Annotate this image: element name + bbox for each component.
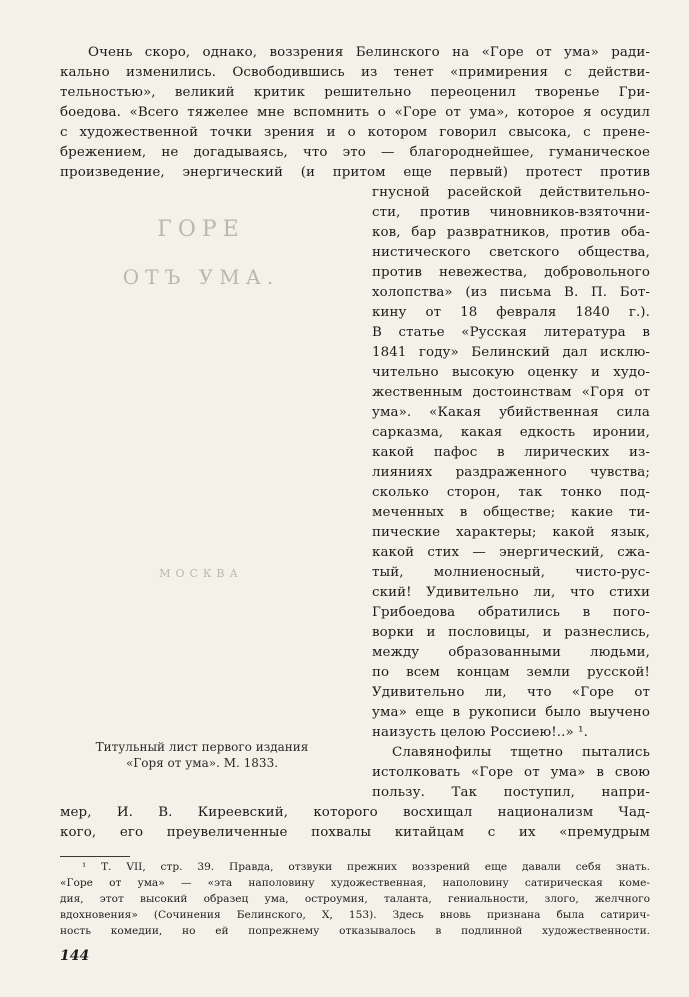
text-line: какой пафос в лирических из- bbox=[372, 445, 650, 460]
text-line: мер, И. В. Киреевский, которого восхищал национализм Чад- bbox=[60, 805, 650, 820]
text-line: какой стих — энергический, сжа- bbox=[372, 545, 650, 560]
text-line: гнусной расейской действительно- bbox=[372, 185, 650, 200]
footnote-line: «Горе от ума» — «эта наполовину художественная, наполовину сатирическая коме- bbox=[60, 877, 650, 889]
footnote-line: ность комедии, но ей попрежнему отказывалось в подлинной художественности. bbox=[60, 925, 650, 937]
text-line: ков, бар развратников, против оба- bbox=[372, 225, 650, 240]
text-line: кально изменились. Освободившись из тенет «примирения с действи- bbox=[60, 65, 650, 80]
caption-line: «Горя от ума». М. 1833. bbox=[125, 756, 279, 770]
text-line: ума» еще в рукописи было выучено bbox=[372, 705, 650, 720]
text-line: сти, против чиновников-взяточни- bbox=[372, 205, 650, 220]
text-line: Грибоедова обратились в пого- bbox=[372, 605, 650, 620]
text-line: холопства» (из письма В. П. Бот- bbox=[372, 285, 650, 300]
text-line: боедова. «Всего тяжелее мне вспомнить о «Горе от ума», которое я осудил bbox=[60, 105, 650, 120]
text-line: В статье «Русская литература в bbox=[372, 325, 650, 340]
text-line: тый, молниеносный, чисто-рус- bbox=[372, 565, 650, 580]
text-line: наизусть целою Россиею!..» ¹. bbox=[372, 725, 588, 740]
text-line: тельностью», великий критик решительно переоценил творенье Гри- bbox=[60, 85, 650, 100]
text-line: ворки и пословицы, и разнеслись, bbox=[372, 625, 650, 640]
illustration-city: МОСКВА bbox=[159, 567, 243, 580]
text-line: сколько сторон, так тонко под- bbox=[372, 485, 650, 500]
footnote-line: ¹ Т. VII, стр. 39. Правда, отзвуки прежних воззрений еще давали себя знать. bbox=[82, 861, 650, 873]
title-page-illustration bbox=[62, 195, 340, 655]
text-line: Удивительно ли, что «Горе от bbox=[372, 685, 650, 700]
footnote-line: дия, этот высокий образец ума, остроумия, таланта, гениальности, злого, желчного bbox=[60, 893, 650, 905]
footnote-line: вдохновения» (Сочинения Белинского, X, 153). Здесь вновь признана была сатирич- bbox=[60, 909, 650, 921]
text-line: лияниях раздраженного чувства; bbox=[372, 465, 650, 480]
text-line: между образованными людьми, bbox=[372, 645, 650, 660]
text-line: брежением, не догадываясь, что это — благороднейшее, гуманическое bbox=[60, 145, 650, 160]
illustration-caption bbox=[72, 739, 332, 771]
text-line: Славянофилы тщетно пытались bbox=[392, 745, 650, 760]
text-line: произведение, энергический (и притом еще первый) протест против bbox=[60, 165, 650, 180]
text-line: 1841 году» Белинский дал исклю- bbox=[372, 345, 650, 360]
text-line: ума». «Какая убийственная сила bbox=[372, 405, 650, 420]
text-line: кого, его преувеличенные похвалы китайцам с их «премудрым bbox=[60, 825, 650, 840]
text-line: жественным достоинствам «Горя от bbox=[372, 385, 650, 400]
caption-line: Титульный лист первого издания bbox=[95, 740, 309, 754]
footnote-divider bbox=[60, 856, 130, 857]
text-line: Очень скоро, однако, воззрения Белинского на «Горе от ума» ради- bbox=[88, 45, 650, 60]
text-line: пические характеры; какой язык, bbox=[372, 525, 650, 540]
page-number: 144 bbox=[60, 948, 90, 964]
text-line: меченных в обществе; какие ти- bbox=[372, 505, 650, 520]
text-line: по всем концам земли русской! bbox=[372, 665, 650, 680]
text-line: ский! Удивительно ли, что стихи bbox=[372, 585, 650, 600]
text-line: чительно высокую оценку и худо- bbox=[372, 365, 650, 380]
text-line: нистического светского общества, bbox=[372, 245, 650, 260]
illustration-title-line: ГОРЕ bbox=[157, 217, 245, 242]
text-line: с художественной точки зрения и о котором говорил свысока, с прене- bbox=[60, 125, 650, 140]
text-line: пользу. Так поступил, напри- bbox=[372, 785, 650, 800]
text-line: сарказма, какая едкость иронии, bbox=[372, 425, 650, 440]
text-line: против невежества, добровольного bbox=[372, 265, 650, 280]
text-line: истолковать «Горе от ума» в свою bbox=[372, 765, 650, 780]
illustration-title-line: ОТЪ УМА. bbox=[122, 265, 280, 289]
text-line: кину от 18 февраля 1840 г.). bbox=[372, 305, 650, 320]
